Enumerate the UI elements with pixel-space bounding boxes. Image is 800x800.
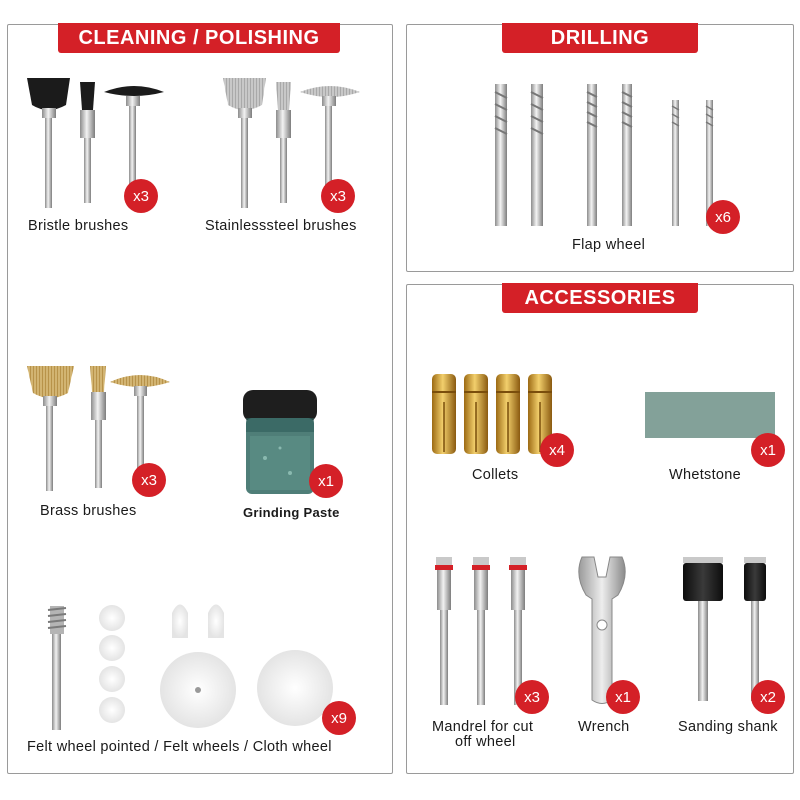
drill-count-badge: x6 xyxy=(706,200,740,234)
wrench-count-badge: x1 xyxy=(606,680,640,714)
paste-count-badge: x1 xyxy=(309,464,343,498)
whetstone-icon xyxy=(645,392,775,438)
stainless-label: Stainlesssteel brushes xyxy=(205,218,357,234)
mandrel-count-badge: x3 xyxy=(515,680,549,714)
sanding-label: Sanding shank xyxy=(678,719,778,735)
stainless-count-badge: x3 xyxy=(321,179,355,213)
collets-label: Collets xyxy=(472,467,519,483)
bristle-label: Bristle brushes xyxy=(28,218,129,234)
sanding-count-badge: x2 xyxy=(751,680,785,714)
drill-bit-icon xyxy=(485,80,725,230)
brass-label: Brass brushes xyxy=(40,503,137,519)
mandrel-label-line2: off wheel xyxy=(455,734,516,750)
bristle-count-badge: x3 xyxy=(124,179,158,213)
collet-icon xyxy=(430,372,555,457)
brass-count-badge: x3 xyxy=(132,463,166,497)
whetstone-label: Whetstone xyxy=(669,467,742,483)
felt-wheel-icon xyxy=(40,598,350,733)
whetstone-count-badge: x1 xyxy=(751,433,785,467)
accessories-header: ACCESSORIES xyxy=(502,283,698,313)
drilling-header: DRILLING xyxy=(502,23,698,53)
cleaning-header: CLEANING / POLISHING xyxy=(58,23,340,53)
drill-label: Flap wheel xyxy=(572,237,646,253)
mandrel-label-line1: Mandrel for cut xyxy=(432,719,534,735)
felt-count-badge: x9 xyxy=(322,701,356,735)
collets-count-badge: x4 xyxy=(540,433,574,467)
wrench-label: Wrench xyxy=(578,719,630,735)
felt-label: Felt wheel pointed / Felt wheels / Cloth wheel xyxy=(27,739,332,755)
paste-label: Grinding Paste xyxy=(243,505,340,520)
